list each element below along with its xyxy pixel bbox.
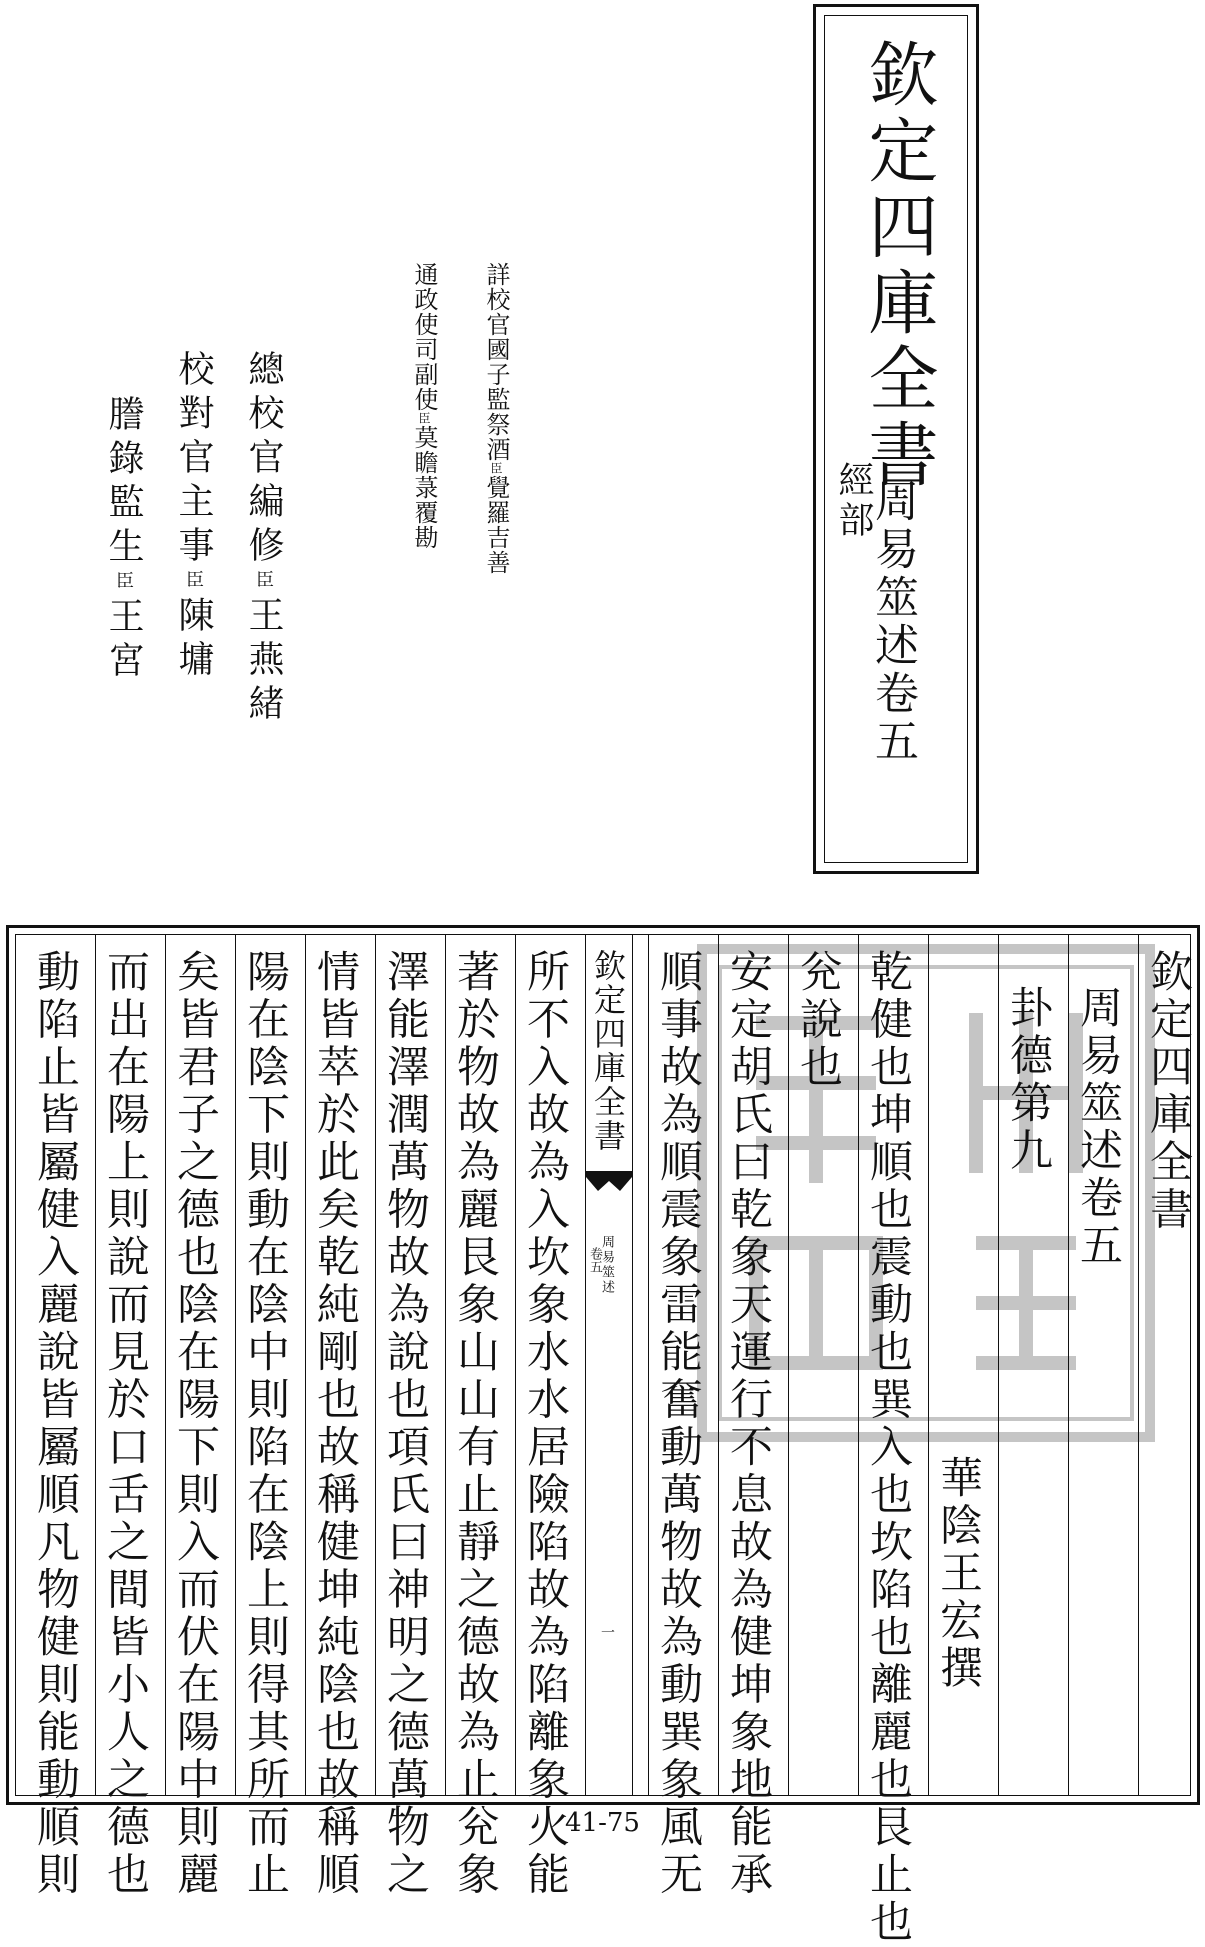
text-column-2: 兊說也	[793, 949, 843, 1092]
text-column-8: 情皆萃於此矣乾純剛也故稱健坤純陰也故稱順	[310, 949, 360, 1899]
column-rule	[998, 935, 999, 1795]
text-column-12: 動陷止皆屬健入麗說皆屬順凡物健則能動順則	[30, 949, 80, 1899]
credit-marker: 臣	[253, 570, 274, 596]
page-header: 欽定四庫全書	[1143, 949, 1193, 1234]
section-title: 卦德第九	[1003, 985, 1053, 1175]
gutter-title: 欽定四庫全書	[589, 949, 627, 1153]
credit-collator	[173, 350, 214, 684]
credit-name: 王燕緒	[243, 596, 284, 728]
credit-assistant	[412, 262, 436, 550]
page-number: 41-75	[565, 1808, 640, 1838]
column-rule	[445, 935, 446, 1795]
credit-marker: 臣	[113, 571, 134, 597]
cover-title-inner-frame	[824, 15, 968, 863]
credit-marker: 臣	[417, 412, 431, 425]
volume-title: 周易筮述卷五	[867, 478, 918, 766]
author-line: 華陰王宏撰	[933, 1455, 983, 1693]
credit-name: 陳墉	[173, 596, 214, 684]
credit-marker: 臣	[183, 570, 204, 596]
column-rule	[235, 935, 236, 1795]
book-title: 周易筮述卷五	[1073, 985, 1123, 1270]
collection-title: 欽定四庫全書	[857, 38, 939, 494]
gutter-volume: 卷五	[587, 1247, 602, 1273]
credit-name: 王宮	[103, 597, 144, 685]
credit-chief-proofreader	[243, 350, 284, 728]
column-rule	[305, 935, 306, 1795]
column-rule	[928, 935, 929, 1795]
credit-role: 謄錄監生	[103, 395, 144, 571]
text-column-11: 而出在陽上則說而見於口舌之間皆小人之德也	[100, 949, 150, 1899]
text-column-5: 所不入故為入坎象水水居險陷故為陷離象火能	[520, 949, 570, 1899]
gutter-folio: 一	[599, 1625, 615, 1639]
cover-title-frame	[813, 4, 979, 874]
category-label: 經部	[833, 461, 874, 541]
text-column-9: 陽在陰下則動在陰中則陷在陰上則得其所而止	[240, 949, 290, 1899]
column-rule	[375, 935, 376, 1795]
credit-detail-proofreader	[484, 262, 508, 575]
column-rule	[1068, 935, 1069, 1795]
credit-copyist	[103, 395, 144, 685]
column-rule	[788, 935, 789, 1795]
credit-role: 詳校官國子監祭酒	[482, 262, 510, 462]
column-rule	[718, 935, 719, 1795]
fishtail-mark	[586, 1171, 632, 1191]
credit-marker: 臣	[489, 462, 503, 475]
credit-role: 通政使司副使	[410, 262, 438, 412]
column-rule	[648, 935, 649, 1795]
text-column-3: 安定胡氏曰乾象天運行不息故為健坤象地能承	[723, 949, 773, 1899]
text-column-6: 著於物故為麗艮象山山有止靜之德故為止兊象	[450, 949, 500, 1899]
column-rule	[858, 935, 859, 1795]
text-column-4: 順事故為順震象雷能奮動萬物故為動巽象風无	[653, 949, 703, 1899]
text-column-7: 澤能澤潤萬物故為說也項氏曰神明之德萬物之	[380, 949, 430, 1899]
credit-name: 覺羅吉善	[482, 475, 510, 575]
credit-role: 校對官主事	[173, 350, 214, 570]
center-gutter	[585, 935, 633, 1795]
column-rule	[95, 935, 96, 1795]
column-rule	[1138, 935, 1139, 1795]
column-rule	[165, 935, 166, 1795]
gutter-book-name: 周易筮述	[599, 1235, 614, 1295]
credit-role: 總校官編修	[243, 350, 284, 570]
text-column-1: 乾健也坤順也震動也巽入也坎陷也離麗也艮止也	[863, 949, 913, 1947]
text-column-10: 矣皆君子之德也陰在陽下則入而伏在陽中則麗	[170, 949, 220, 1899]
column-rule	[515, 935, 516, 1795]
credit-name: 莫瞻菉覆勘	[410, 425, 438, 550]
